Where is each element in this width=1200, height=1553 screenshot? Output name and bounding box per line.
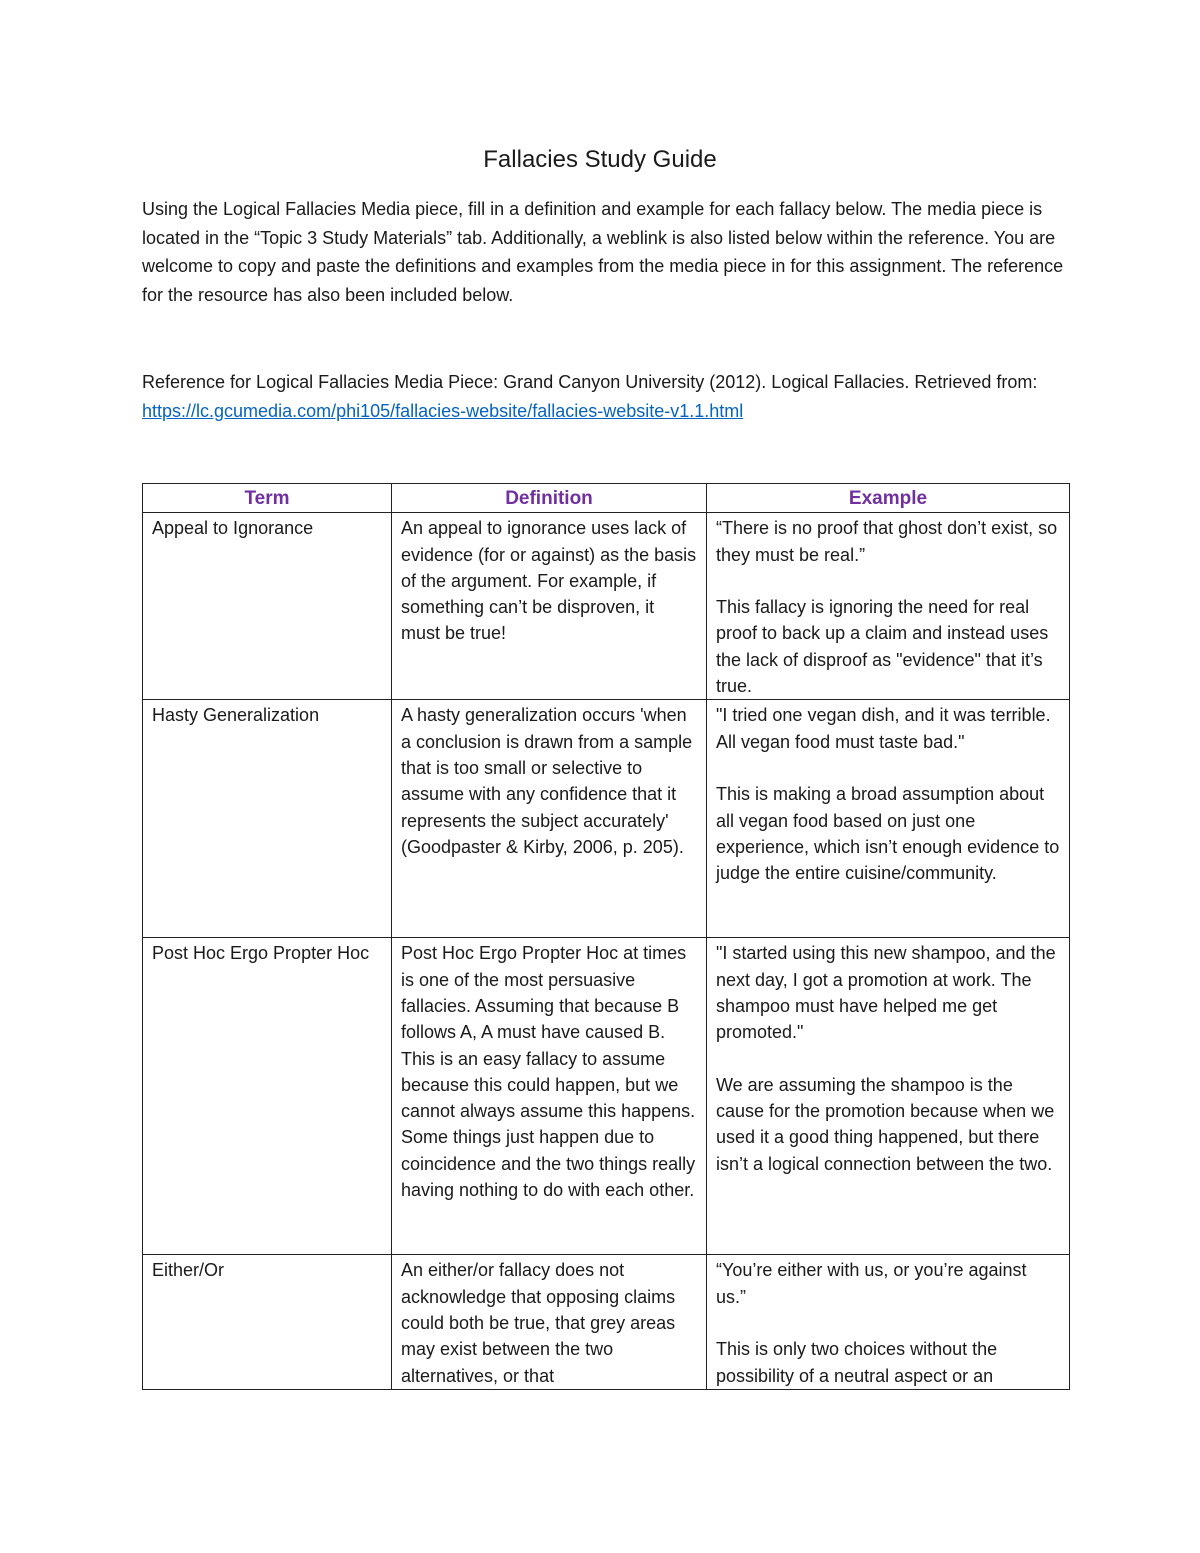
header-example: Example [707,484,1070,513]
instructions-paragraph: Using the Logical Fallacies Media piece, fill in a definition and example for each fallacy below. The media piece is located in the “Topic 3 Study Materials” tab. Additionally, a weblink is also listed below within the reference. You are welcome to copy and paste the definitions and examples from the media piece in for this assignment. The reference for the resource has also been included below. [142,199,1064,305]
header-term: Term [143,484,392,513]
table-row [143,1255,1070,1389]
table-header-row [143,484,1070,513]
example-cell [707,700,1070,938]
example-quote: "I started using this new shampoo, and the next day, I got a promotion at work. The shampoo must have helped me get promoted." [716,943,1056,1043]
example-explanation: This fallacy is ignoring the need for real proof to back up a claim and instead uses the lack of disproof as "evidence" that it’s true. [716,597,1049,697]
reference-text: Reference for Logical Fallacies Media Piece: Grand Canyon University (2012). Logical Fallacies. Retrieved from: [142,372,1038,392]
definition-cell: Post Hoc Ergo Propter Hoc at times is one of the most persuasive fallacies. Assuming that because B follows A, A must have caused B. This is an easy fallacy to assume because this could happen, but we cannot always assume this happens. Some things just happen due to coincidence and the two things really having nothing to do with each other. [392,938,707,1255]
table-row [143,513,1070,700]
table-row [143,700,1070,938]
reference-link[interactable]: https://lc.gcumedia.com/phi105/fallacies-website/fallacies-website-v1.1.html [142,400,744,421]
table-row [143,938,1070,1255]
definition-cell: A hasty generalization occurs 'when a conclusion is drawn from a sample that is too small or selective to assume with any confidence that it represents the subject accurately' (Goodpaster & Kirby, 2006, p. 205). [392,700,707,938]
term-cell: Appeal to Ignorance [143,513,392,700]
example-quote: “There is no proof that ghost don’t exist, so they must be real.” [716,518,1058,565]
example-explanation: This is making a broad assumption about all vegan food based on just one experience, which isn’t enough evidence to judge the entire cuisine/community. [716,784,1060,884]
term-cell: Post Hoc Ergo Propter Hoc [143,938,392,1255]
reference-paragraph [142,368,1067,425]
example-explanation: We are assuming the shampoo is the cause for the promotion because when we used it a good thing happened, but there isn’t a logical connection between the two. [716,1074,1055,1174]
term-cell: Hasty Generalization [143,700,392,938]
example-cell [707,1255,1070,1389]
definition-cell: An appeal to ignorance uses lack of evidence (for or against) as the basis of the argument. For example, if something can’t be disproven, it must be true! [392,513,707,700]
fallacies-table [142,483,1070,1390]
example-explanation: This is only two choices without the possibility of a neutral aspect or an [716,1339,998,1386]
definition-cell: An either/or fallacy does not acknowledge that opposing claims could both be true, that grey areas may exist between the two alternatives, or that [392,1255,707,1389]
example-cell [707,513,1070,700]
header-definition: Definition [392,484,707,513]
example-quote: "I tried one vegan dish, and it was terrible. All vegan food must taste bad." [716,705,1051,752]
document-title: Fallacies Study Guide [483,146,717,173]
example-quote: “You’re either with us, or you’re against us.” [716,1260,1027,1307]
term-cell: Either/Or [143,1255,392,1389]
example-cell [707,938,1070,1255]
